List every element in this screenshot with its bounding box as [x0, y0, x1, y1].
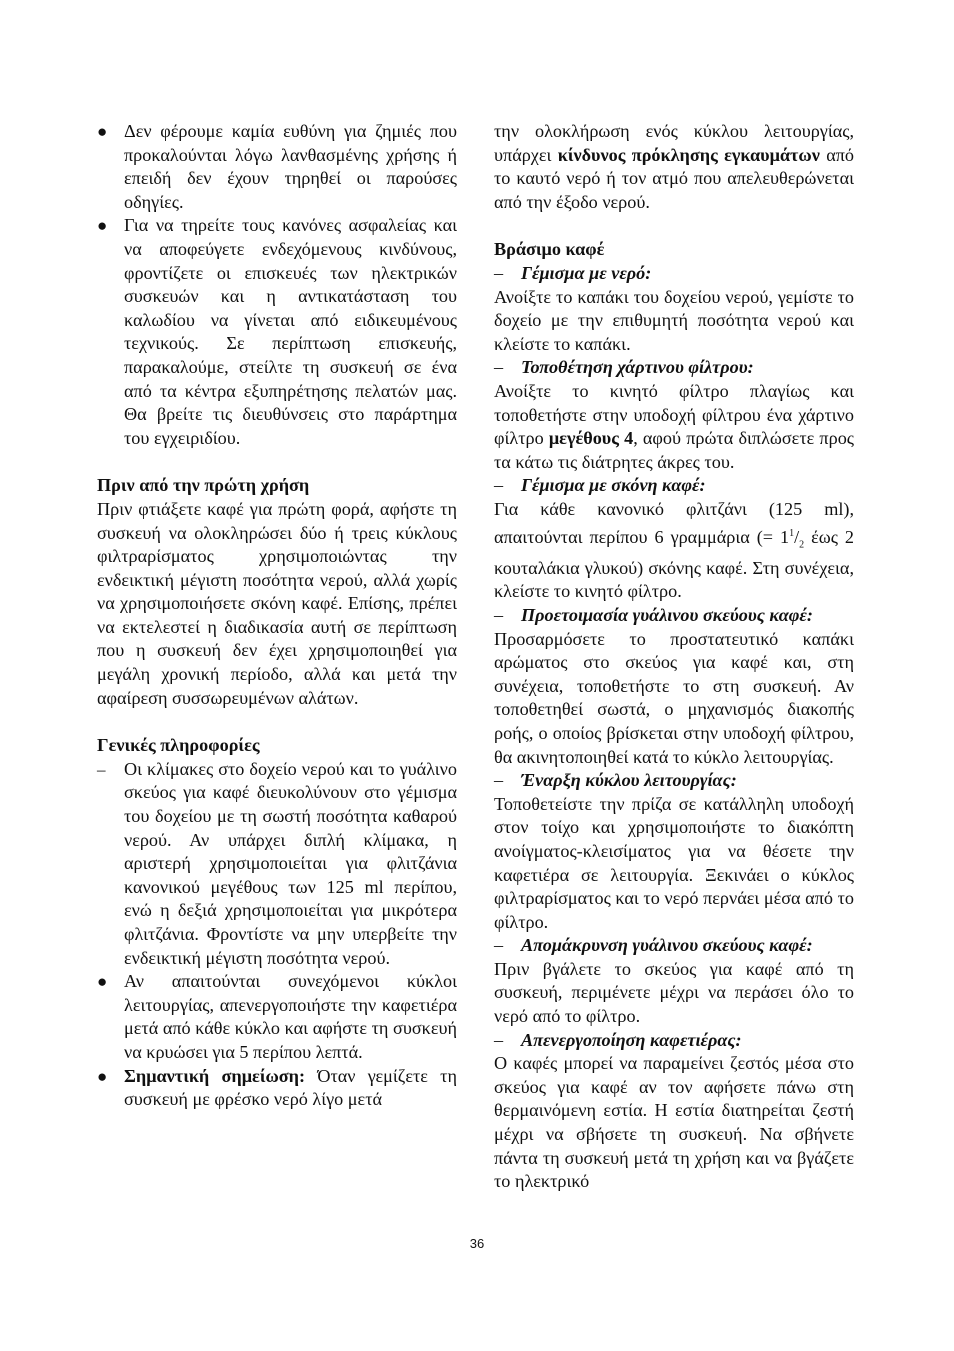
step-heading [494, 262, 854, 286]
step-title: Γέμισμα με νερό: [521, 262, 652, 283]
filter-size: μεγέθους 4 [548, 428, 634, 449]
important-note-label: Σημαντική σημείωση: [124, 1065, 306, 1086]
bullet-icon: ● [97, 216, 108, 236]
bullet-item [97, 1065, 457, 1112]
step-title: Τοποθέτηση χάρτινου φίλτρου: [521, 357, 754, 378]
bullet-item [97, 120, 457, 214]
bullet-item [97, 970, 457, 1064]
dash-icon: – [494, 262, 504, 283]
section-heading-first-use: Πριν από την πρώτη χρήση [97, 475, 310, 496]
fraction-denominator: 2 [799, 539, 805, 551]
dash-icon: – [494, 475, 504, 496]
text-run: την ολοκλήρωση ενός κύκλου λειτουργίας, υπάρχει [494, 121, 854, 165]
burn-warning: κίνδυνος πρόκλησης εγκαυμάτων [557, 144, 820, 165]
dash-item [97, 758, 457, 970]
step-heading [494, 1029, 854, 1053]
text-run: έως 2 κουταλάκια γλυκού) σκόνης καφέ. Στη συνέχεια, κλείστε το κινητό φίλτρο. [494, 526, 854, 602]
step-text [494, 380, 854, 474]
bullet-item [97, 214, 457, 450]
text-run: , αφού πρώτα διπλώσετε προς τα κάτω τις διάτρητες άκρες του. [494, 428, 854, 472]
dash-icon: – [494, 357, 504, 378]
bullet-text: Δεν φέρουμε καμία ευθύνη για ζημιές που προκαλούνται λόγω λανθασμένης χρήσης ή επειδή δεν έχουν τηρηθεί οι παρούσες οδηγίες. [124, 121, 457, 212]
step-heading [494, 474, 854, 498]
step-text: Για κάθε κανονικό φλιτζάνι (125 ml), απαιτούνται περίπου 6 γραμμάρια (= $1^1/_2$ έως 2 κουταλάκια γλυκού) σκόνης καφέ. Στη συνέχεια, κλείστε το κινητό φίλτρο. [494, 498, 854, 602]
bullet-icon: ● [97, 122, 108, 141]
dash-icon: – [494, 1029, 504, 1050]
bullet-text: Για να τηρείτε τους κανόνες ασφαλείας και να αποφεύγετε ενδεχόμενους κινδύνους, φροντίζετε οι επισκευές των ηλεκτρικών συσκευών και η αντικατάσταση του καλωδίου να γίνεται από ειδικευμένους τεχνικούς. Σε περίπτωση επισκευής, παρακαλούμε, στείλτε τη συσκευή σε ένα από τα κέντρα εξυπηρέτησης πελατών μας. Θα βρείτε τις διευθύνσεις στο παράρτημα του εγχειριδίου. [124, 215, 457, 448]
step-heading [494, 604, 854, 628]
step-title: Έναρξη κύκλου λειτουργίας: [521, 770, 737, 791]
step-heading [494, 934, 854, 958]
step-heading [494, 769, 854, 793]
bullet-text: Αν απαιτούνται συνεχόμενοι κύκλοι λειτουργίας, απενεργοποιήστε την καφετιέρα μετά από κάθε κύκλο και αφήστε τη συσκευή να κρυώσει για 5 περίπου λεπτά. [124, 971, 457, 1062]
step-title: Απενεργοποίηση καφετιέρας: [521, 1029, 742, 1050]
step-text: Πριν βγάλετε το σκεύος για καφέ από τη συσκευή, περιμένετε μέχρι να περάσει όλο το νερό από το φίλτρο. [494, 958, 854, 1027]
dash-icon: – [494, 770, 504, 791]
bullet-text: Όταν γεμίζετε τη συσκευή με φρέσκο νερό λίγο μετά [124, 1065, 457, 1110]
text-run: από το καυτό νερό ή τον ατμό που απελευθερώνεται από την έξοδο νερού. [494, 144, 854, 212]
text-run: Για κάθε κανονικό φλιτζάνι (125 ml), απαιτούνται περίπου 6 γραμμάρια (= 1 [494, 498, 854, 547]
dash-icon: – [97, 759, 106, 779]
dash-icon: – [494, 604, 504, 625]
right-column [494, 120, 854, 1194]
step-heading [494, 356, 854, 380]
section-heading-general: Γενικές πληροφορίες [97, 735, 260, 756]
dash-icon: – [494, 935, 504, 956]
step-text: Προσαρμόσετε το προστατευτικό καπάκι αρώματος στο σκεύος για καφέ και, στη συνέχεια, τοποθετήστε το στη συσκευή. Αν τοποθετηθεί σωστά, ο μηχανισμός διακοπής ροής, ο οποίος βρίσκεται στην υποδοχή φίλτρου, θα ακινητοποιηθεί κατά το κύκλο λειτουργίας. [494, 628, 854, 767]
fraction-numerator: 1 [789, 527, 795, 539]
continued-paragraph [494, 120, 854, 214]
page-number: 36 [469, 1236, 485, 1251]
step-title: Γέμισμα με σκόνη καφέ: [521, 475, 706, 496]
step-text: Ο καφές μπορεί να παραμείνει ζεστός μέσα στο σκεύος για καφέ αν τον αφήσετε πάνω στη θερμαινόμενη εστία. Η εστία διατηρείται ζεστή μέχρι να σβήσετε τη συσκευή. Να σβήνετε πάντα τη συσκευή μετά τη χρήση και να βγάζετε το ηλεκτρικό [494, 1053, 854, 1192]
left-column [97, 120, 457, 1112]
step-title: Προετοιμασία γυάλινου σκεύους καφέ: [521, 604, 813, 625]
first-use-paragraph: Πριν φτιάξετε καφέ για πρώτη φορά, αφήστε τη συσκευή να ολοκληρώσει δύο ή τρεις κύκλους φιλτραρίσματος χρησιμοποιώντας την ενδεικτική μέγιστη ποσότητα νερού, αλλά χωρίς να χρησιμοποιήσετε σκόνη καφέ. Επίσης, πρέπει να εκτελεστεί η διαδικασία αυτή σε περίπτωση που η συσκευή δεν έχει χρησιμοποιηθεί για μεγάλη χρονική περίοδο, αλλά και μετά την αφαίρεση συσσωρευμένων αλάτων. [97, 498, 457, 708]
section-heading-brewing: Βράσιμο καφέ [494, 239, 605, 260]
text-run: Ανοίξτε το κινητό φίλτρο πλαγίως και τοποθετήστε στην υποδοχή φίλτρου ένα χάρτινο φίλτρο [494, 380, 854, 449]
bullet-icon: ● [97, 972, 108, 992]
bullet-icon: ● [97, 1066, 108, 1086]
step-text: Ανοίξτε το καπάκι του δοχείου νερού, γεμίστε το δοχείο με την επιθυμητή ποσότητα νερού και κλείστε το καπάκι. [494, 286, 854, 354]
dash-text: Οι κλίμακες στο δοχείο νερού και το γυάλινο σκεύος για καφέ διευκολύνουν στο γέμισμα του δοχείου με τη σωστή ποσότητα καθαρού νερού. Αν υπάρχει διπλή κλίμακα, η αριστερή χρησιμοποιείται για φλιτζάνια κανονικού μεγέθους των 125 ml περίπου, ενώ η δεξιά χρησιμοποιείται για μικρότερα φλιτζάνια. Φροντίστε να μην υπερβείτε την ενδεικτική μέγιστη ποσότητα νερού. [124, 758, 457, 968]
step-title: Απομάκρυνση γυάλινου σκεύους καφέ: [521, 935, 813, 956]
step-text: Τοποθετείστε την πρίζα σε κατάλληλη υποδοχή στον τοίχο και χρησιμοποιήστε το διακόπτη ανοίγματος-κλεισίματος για να θέσετε την καφετιέρα σε λειτουργία. Ξεκινάει ο κύκλος φιλτραρίσματος και το νερό περνάει μέσα από το φίλτρο. [494, 793, 854, 932]
